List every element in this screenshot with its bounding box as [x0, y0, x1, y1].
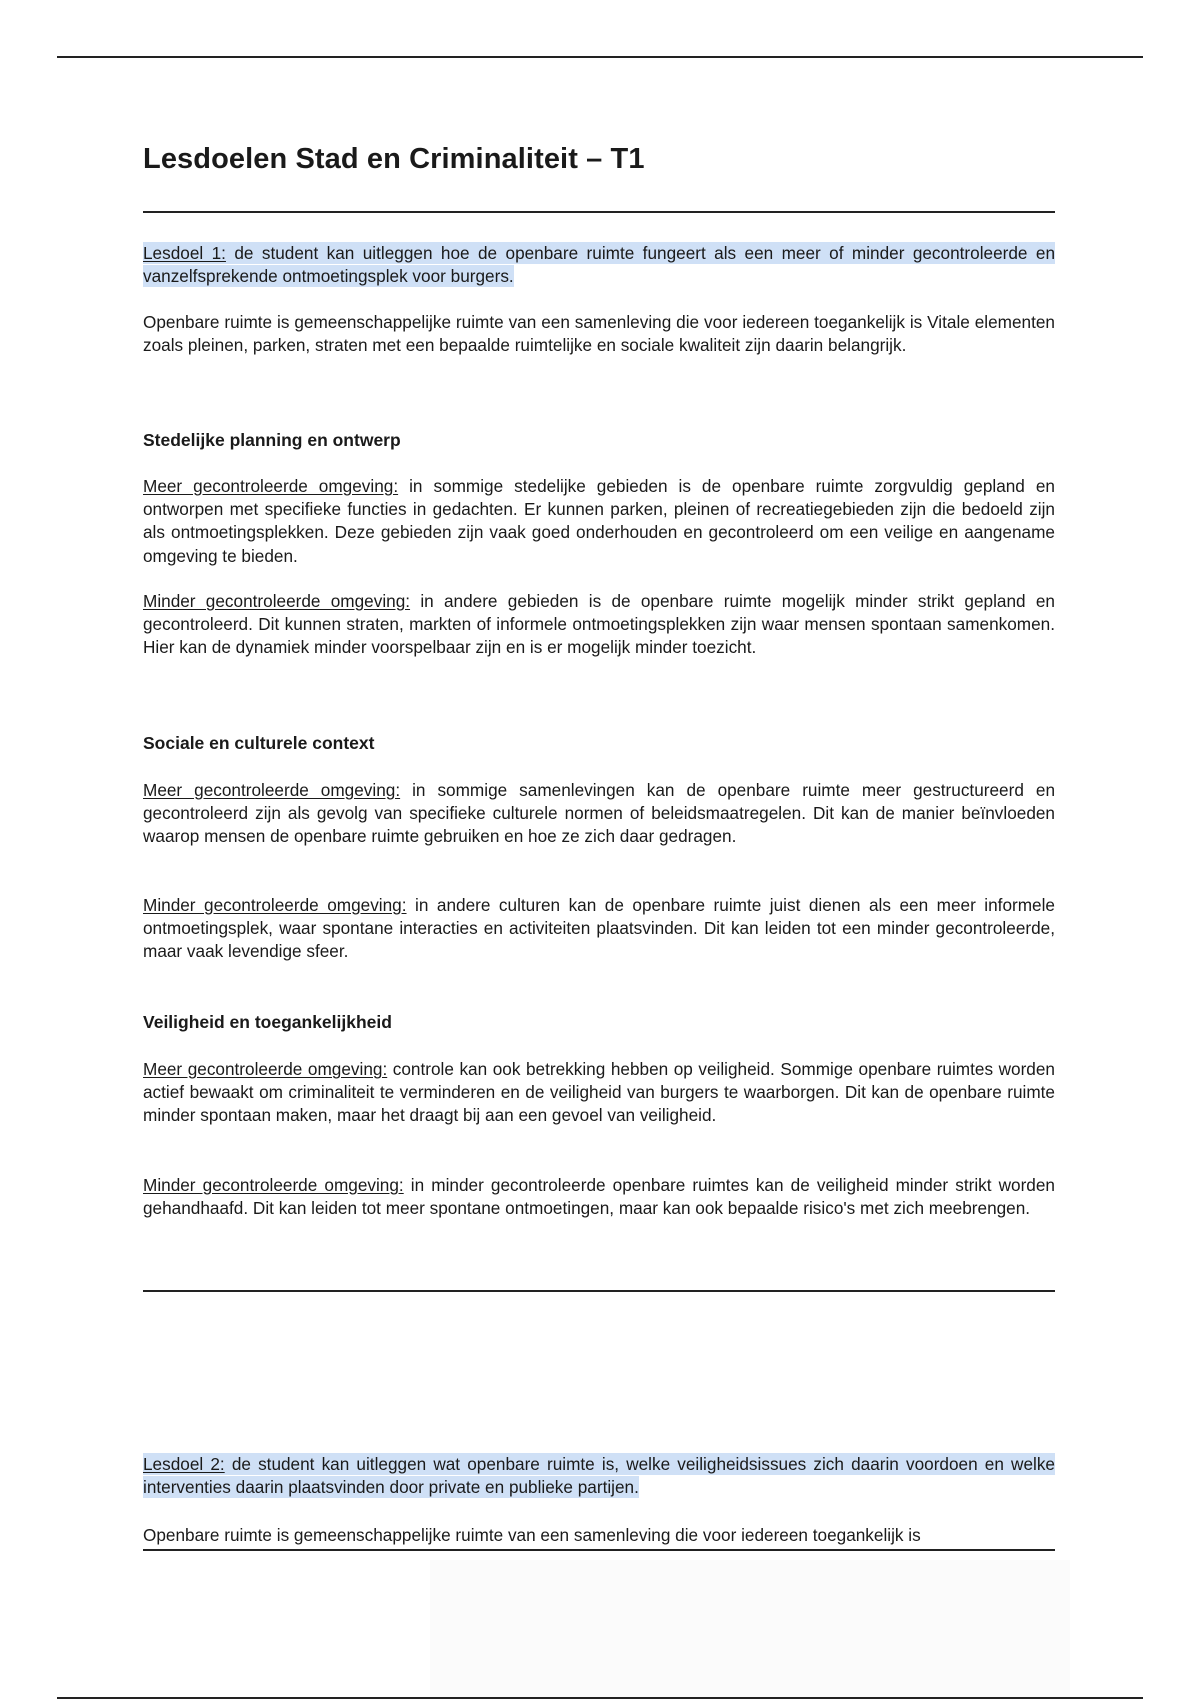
section-social-more-controlled — [143, 779, 1055, 849]
section-safety-less-controlled — [143, 1174, 1055, 1220]
intro-paragraph-2: Openbare ruimte is gemeenschappelijke ruimte van een samenleving die voor iedereen toegankelijk is — [143, 1524, 1055, 1551]
more-controlled-text: in sommige samenlevingen kan de openbare ruimte meer gestructureerd en gecontroleerd zijn als gevolg van specifieke culturele normen of beleidsmaatregelen. Dit kan de manier beïnvloeden waarop mensen de openbare ruimte gebruiken en hoe ze zich daar gedragen. — [143, 780, 1055, 847]
more-controlled-label: Meer gecontroleerde omgeving: — [143, 476, 399, 496]
less-controlled-label: Minder gecontroleerde omgeving: — [143, 591, 411, 611]
faded-next-page-area — [430, 1560, 1070, 1697]
learning-goal-2 — [143, 1453, 1055, 1499]
document-title: Lesdoelen Stad en Criminaliteit – T1 — [143, 143, 645, 175]
section-divider — [143, 1290, 1055, 1292]
section-social-less-controlled — [143, 894, 1055, 964]
section-heading-planning: Stedelijke planning en ontwerp — [143, 430, 401, 450]
less-controlled-text: in andere gebieden is de openbare ruimte mogelijk minder strikt gepland en gecontroleerd. Dit kunnen straten, markten of informele ontmoetingsplekken zijn waar mensen spontaan samenkomen. Hier kan de dynamiek minder voorspelbaar zijn en is er mogelijk minder toezicht. — [143, 591, 1055, 658]
title-divider — [143, 211, 1055, 213]
less-controlled-label: Minder gecontroleerde omgeving: — [143, 1175, 404, 1195]
learning-goal-1-label: Lesdoel 1: — [143, 243, 226, 263]
more-controlled-label: Meer gecontroleerde omgeving: — [143, 780, 401, 800]
page-bottom-rule — [57, 1697, 1143, 1699]
intro-paragraph-1: Openbare ruimte is gemeenschappelijke ruimte van een samenleving die voor iedereen toegankelijk is Vitale elementen zoals pleinen, parken, straten met een bepaalde ruimtelijke en sociale kwaliteit zijn daarin belangrijk. — [143, 312, 1055, 356]
more-controlled-label: Meer gecontroleerde omgeving: — [143, 1059, 388, 1079]
section-planning-less-controlled — [143, 590, 1055, 660]
section-planning-more-controlled — [143, 475, 1055, 568]
less-controlled-label: Minder gecontroleerde omgeving: — [143, 895, 407, 915]
more-controlled-text: controle kan ook betrekking hebben op veiligheid. Sommige openbare ruimtes worden actief bewaakt om criminaliteit te verminderen en de veiligheid van burgers te waarborgen. Dit kan de openbare ruimte minder spontaan maken, maar het draagt bij aan een gevoel van veiligheid. — [143, 1059, 1055, 1126]
section-safety-more-controlled — [143, 1058, 1055, 1128]
learning-goal-2-text: de student kan uitleggen wat openbare ruimte is, welke veiligheidsissues zich daarin voordoen en welke interventies daarin plaatsvinden door private en publieke partijen. — [143, 1454, 1055, 1498]
less-controlled-text: in minder gecontroleerde openbare ruimtes kan de veiligheid minder strikt worden gehandhaafd. Dit kan leiden tot meer spontane ontmoetingen, maar kan ook bepaalde risico's met zich meebrengen. — [143, 1175, 1055, 1219]
less-controlled-text: in andere culturen kan de openbare ruimte juist dienen als een meer informele ontmoetingsplek, waar spontane interacties en activiteiten plaatsvinden. Dit kan leiden tot een minder gecontroleerde, maar vaak levendige sfeer. — [143, 895, 1055, 962]
section-heading-safety: Veiligheid en toegankelijkheid — [143, 1012, 392, 1032]
learning-goal-1 — [143, 242, 1055, 288]
learning-goal-2-label: Lesdoel 2: — [143, 1454, 225, 1474]
section-heading-social-cultural: Sociale en culturele context — [143, 733, 375, 753]
learning-goal-1-text: de student kan uitleggen hoe de openbare ruimte fungeert als een meer of minder gecontroleerde en vanzelfsprekende ontmoetingsplek voor burgers. — [143, 243, 1055, 287]
page-top-rule — [57, 56, 1143, 58]
more-controlled-text: in sommige stedelijke gebieden is de openbare ruimte zorgvuldig gepland en ontworpen met specifieke functies in gedachten. Er kunnen parken, pleinen of recreatiegebieden zijn die bedoeld zijn als ontmoetingsplekken. Deze gebieden zijn vaak goed onderhouden en gecontroleerd om een veilige en aangename omgeving te bieden. — [143, 476, 1055, 566]
